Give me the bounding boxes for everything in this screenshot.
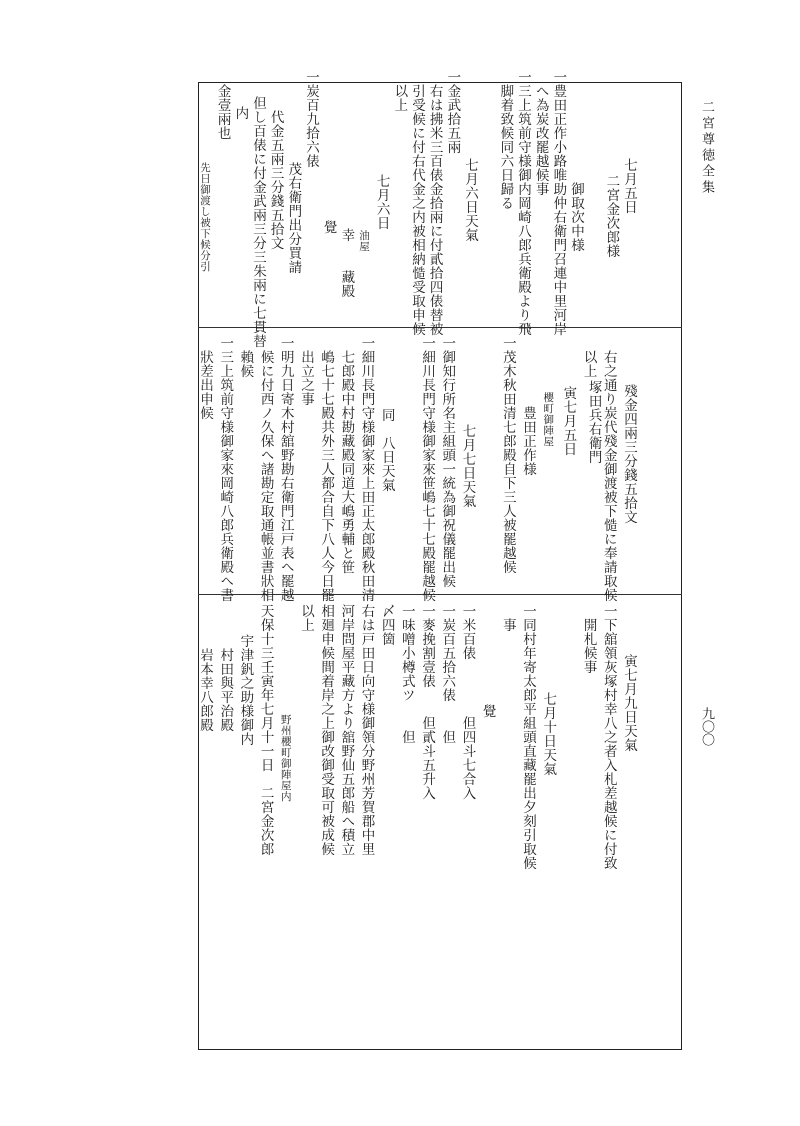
text-column: 一豊田正作小路唯助仲右衛門召連中里河岸: [550, 70, 567, 336]
text-column: 岩本幸八郎殿: [197, 648, 213, 732]
text-column: 一麥挽割壹俵 但貳斗五升入: [419, 604, 436, 800]
text-column: 寅七月九日天氣: [621, 654, 637, 752]
text-column: 右は戸田日向守様御領分野州芳賀郡中里: [358, 604, 375, 856]
text-column: 一御知行所名主組頭一統為御祝儀罷出候: [439, 336, 456, 588]
text-column: 櫻町御陣屋: [542, 392, 555, 447]
text-column: 右之通り炭代殘金御渡被下慥に奉請取候: [600, 350, 617, 602]
text-column: 一三上筑前守様御内岡崎八郎兵衛殿より飛: [515, 70, 531, 336]
text-column: 狀差出申候: [197, 350, 213, 420]
text-column: 七月十日天氣: [540, 692, 557, 776]
text-column: 出立之事: [297, 350, 314, 406]
text-column: 一炭百九拾六俵: [303, 70, 319, 168]
text-column: 一米百俵 但四斗七合入: [459, 604, 476, 800]
text-column: 一三上筑前守様御家來岡崎八郎兵衛殿へ書: [217, 336, 234, 602]
running-head: 二宮尊徳全集: [699, 100, 714, 196]
text-column: 七月六日天氣: [462, 158, 478, 242]
text-column: 内: [232, 106, 249, 120]
text-column: 〆四箇: [378, 604, 395, 646]
page-number: 九〇〇: [699, 707, 714, 746]
text-column: 殘金四兩三分錢五拾文: [621, 384, 637, 524]
text-column: 塚田兵右衛門: [585, 380, 602, 464]
text-column: 油屋: [358, 230, 370, 252]
text-column: 同 八日天氣: [378, 408, 395, 492]
text-column: 村田與平治殿: [217, 648, 234, 732]
text-column: 金壹兩也: [214, 84, 231, 140]
text-column: 御取次中様: [568, 182, 584, 252]
text-column: 覺: [320, 220, 337, 234]
text-column: 七郎殿中村勘藏殿同道大嶋勇輔と笹: [338, 350, 355, 574]
text-column: 七月五日: [621, 158, 637, 214]
text-column: 事: [499, 618, 516, 632]
text-column: 以上: [391, 84, 408, 112]
text-column: 一金武拾五兩: [444, 70, 461, 154]
text-column: 幸 藏殿: [338, 228, 355, 298]
text-column: 一明九日寄木村舘野勘右衛門江戸表へ罷越: [277, 336, 294, 602]
text-column: 七月七日天氣: [459, 424, 476, 508]
text-column: 脚着致候同六日歸る: [497, 84, 514, 210]
text-column: 野州櫻町御陣屋内: [279, 714, 292, 802]
text-column: 七月六日: [373, 174, 390, 230]
text-column: 天保十三壬寅年七月十一日 二宮金次郎: [257, 604, 274, 856]
text-column: 二宮金次郎様: [603, 174, 620, 258]
text-column: 一茂木秋田清七郎殿自下三人被罷越候: [499, 336, 516, 574]
text-column: 以上: [297, 604, 314, 632]
text-column: 一細川長門守様御家來笹嶋七十七殿罷越候: [419, 336, 436, 602]
text-column: 先日御渡し被下候分引: [199, 162, 211, 272]
text-column: 河岸問屋平藏方より舘野仙五郎船へ積立: [338, 604, 355, 856]
text-column: 一味噌小樽式ツ 但: [398, 604, 415, 744]
text-column: 以上: [580, 350, 597, 378]
text-column: 一同村年寄太郎平組頭直藏罷出夕刻引取候: [520, 604, 537, 870]
text-column: 開札候事: [580, 618, 597, 674]
text-column: 右は拂米三百俵金拾兩に付貳拾四俵替被: [426, 84, 443, 336]
text-column: へ為炭改罷越候事: [532, 84, 549, 196]
text-column: 覺: [479, 704, 496, 718]
text-column: 但し百俵に付金武兩三分三朱兩に七貫替: [250, 96, 266, 348]
text-column: 一下舘領灰塚村幸八之者入札差越候に付致: [600, 604, 617, 870]
text-column: 相廻申候間着岸之上御改御受取可被成候: [318, 604, 335, 856]
text-column: 引受候に付右代金之内被相納慥受取申候: [409, 84, 425, 336]
text-column: 茂右衛門出分買請: [285, 162, 302, 274]
text-column: 賴候: [237, 350, 254, 378]
text-column: 候に付西ノ久保へ諸勘定取通帳並書狀相: [257, 350, 274, 602]
text-column: 一炭百五拾六俵 但: [439, 604, 456, 744]
text-column: 代金五兩三分錢五拾文: [267, 110, 284, 250]
text-column: 嶋七十七殿共外三人都合自下八人今日罷: [318, 350, 335, 602]
text-column: 豊田正作様: [520, 406, 537, 476]
text-column: 寅七月五日: [560, 386, 577, 456]
text-column: 一細川長門守様御家來上田正太郎殿秋田清: [358, 336, 375, 602]
text-column: 宇津釩之助様御内: [237, 634, 254, 746]
